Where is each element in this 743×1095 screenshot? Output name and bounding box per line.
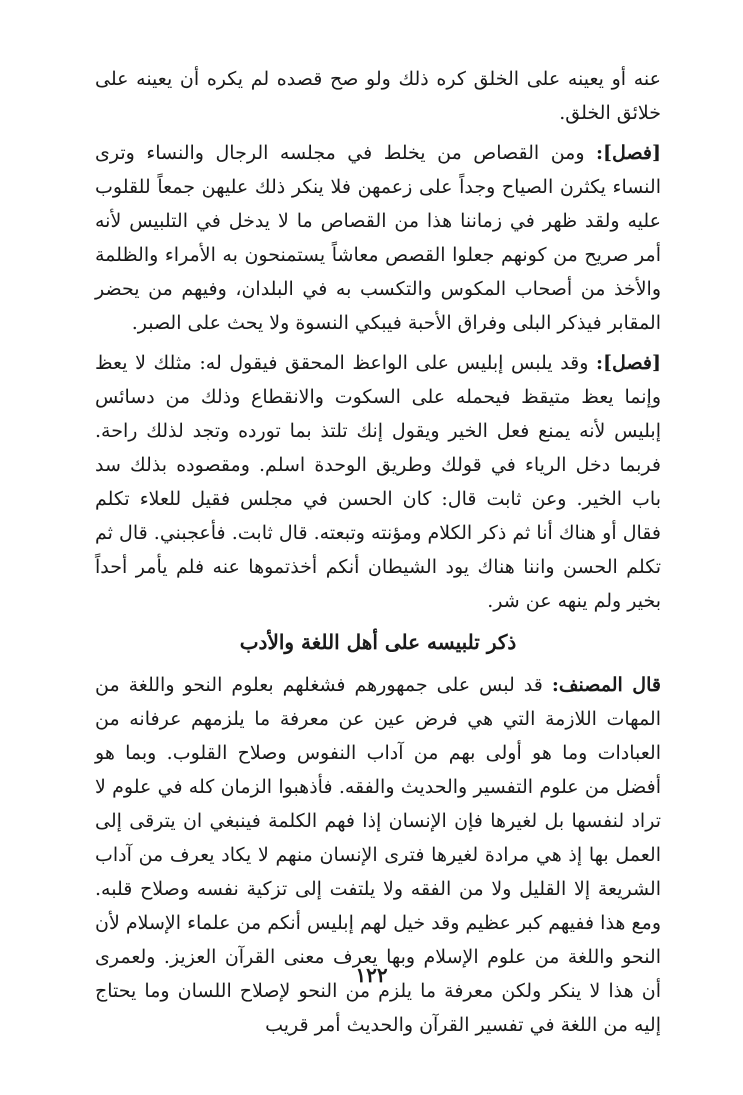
paragraph-4-text: قد لبس على جمهورهم فشغلهم بعلوم النحو واللغة من المهات اللازمة التي هي فرض عين عن معرفة ما يلزمهم عرفانه من العبادات وما هو أولى بهم من آداب النفوس وصلاح القلوب. وبما هو أفضل من علوم التفسير والحديث والفقه. فأذهبوا الزمان كله في علوم لا تراد لنفسها بل لغيرها فإن الإنسان إذا فهم الكلمة فينبغي ان يترقى إلى العمل بها إذ هي مرادة لغيرها فترى الإنسان منهم لا يكاد يعرف من آداب الشريعة إلا القليل ولا من الفقه ولا يلتفت إلى تزكية نفسه وصلاح قلبه. ومع هذا ففيهم كبر عظيم وقد خيل لهم إبليس أنكم من علماء الإسلام لأن النحو واللغة من علوم الإسلام وبها يعرف معنى القرآن العزيز. ولعمرى أن هذا لا ينكر ولكن معرفة ما يلزم من النحو لإصلاح اللسان وما يحتاج إليه من اللغة في تفسير القرآن والحديث أمر قريب [95, 674, 661, 1036]
section-heading: ذكر تلبيسه على أهل اللغة والأدب [239, 630, 517, 654]
fasl-marker: [فصل]: [596, 142, 661, 164]
paragraph-3-text: وقد يلبس إبليس على الواعظ المحقق فيقول له: مثلك لا يعظ وإنما يعظ متيقظ فيحمله على السكوت والانقطاع وذلك من دسائس إبليس لأنه يمنع فعل الخير ويقول إنك تلتذ بما تورده وتجد لذلك راحة. فربما دخل الرياء في قولك وطريق الوحدة اسلم. ومقصوده بذلك سد باب الخير. وعن ثابت قال: كان الحسن في مجلس فقيل للعلاء تكلم فقال أو هناك أنا ثم ذكر الكلام ومؤنته وتبعته. قال ثابت. فأعجبني. قال ثم تكلم الحسن واننا هناك يود الشيطان أنكم أخذتموها عنه فلم يأمر أحداً بخير ولم ينهه عن شر. [95, 352, 661, 612]
paragraph-1 [95, 62, 661, 130]
author-says-marker: قال المصنف: [551, 674, 661, 696]
paragraph-3 [95, 346, 661, 618]
fasl-marker: [فصل]: [596, 352, 661, 374]
paragraph-1-text: عنه أو يعينه على الخلق كره ذلك ولو صح قصده لم يكره أن يعينه على خلائق الخلق. [95, 68, 661, 124]
page-body [95, 62, 661, 1042]
page-number: ١٢٢ [355, 963, 388, 987]
paragraph-2 [95, 136, 661, 340]
paragraph-2-text: ومن القصاص من يخلط في مجلسه الرجال والنساء وترى النساء يكثرن الصياح وجداً على زعمهن فلا ينكر ذلك عليهن جمعاً للقلوب عليه ولقد ظهر في زماننا هذا من القصاص ما لا يدخل في التلبيس لأنه أمر صريح من كونهم جعلوا القصص معاشاً يستمنحون به الأمراء والظلمة والأخذ من أصحاب المكوس والتكسب به في البلدان، وفيهم من يحضر المقابر فيذكر البلى وفراق الأحبة فيبكي النسوة ولا يحث على الصبر. [95, 142, 661, 334]
